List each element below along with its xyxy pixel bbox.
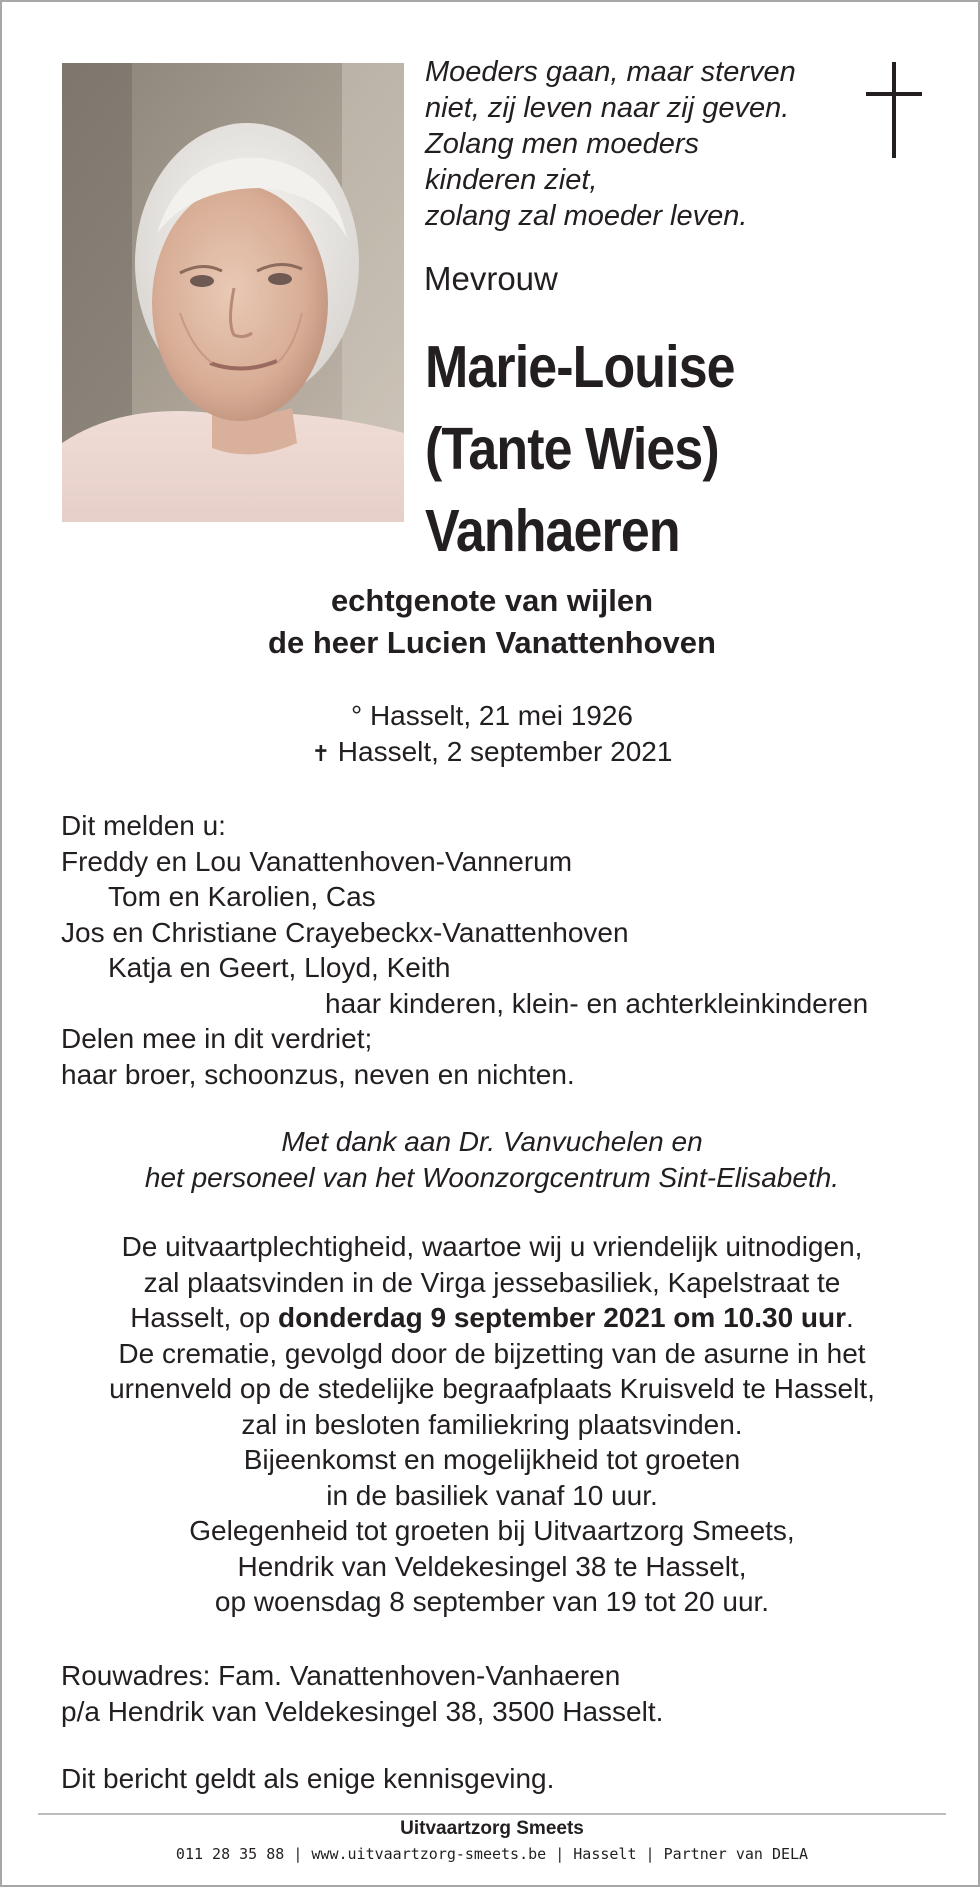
family-others: haar broer, schoonzus, neven en nichten.: [61, 1058, 575, 1090]
funeral-line: op woensdag 8 september van 19 tot 20 uur.: [214, 1586, 770, 1617]
funeral-line: De uitvaartplechtigheid, waartoe wij u vriendelijk uitnodigen,: [121, 1231, 863, 1262]
small-cross-icon: ✝: [311, 741, 330, 766]
name-line: Vanhaeren: [425, 498, 680, 564]
funeral-line: Bijeenkomst en mogelijkheid tot groeten: [243, 1444, 741, 1475]
funeral-line: De crematie, gevolgd door de bijzetting van de asurne in het: [118, 1337, 866, 1369]
funeral-line: zal in besloten familiekring plaatsvinden.: [241, 1408, 743, 1440]
spouse-info: [2, 580, 980, 664]
life-dates: [2, 698, 980, 772]
spouse-line: echtgenote van wijlen: [330, 583, 654, 618]
notice-text: Dit bericht geldt als enige kennisgeving.: [61, 1763, 555, 1794]
spouse-line: de heer Lucien Vanattenhoven: [268, 625, 716, 660]
address-line: Rouwadres: Fam. Vanattenhoven-Vanhaeren: [61, 1660, 621, 1691]
footer-title: Uitvaartzorg Smeets: [400, 1818, 584, 1839]
footer-info: 011 28 35 88 | www.uitvaartzorg-smeets.be | Hasselt | Partner van DELA: [175, 1845, 809, 1863]
deceased-name: [425, 326, 735, 572]
cross-icon: [866, 62, 924, 162]
family-member: Jos en Christiane Crayebeckx-Vanattenhoven: [61, 916, 629, 948]
funeral-line-post: .: [846, 1302, 854, 1333]
family-relation: haar kinderen, klein- en achterkleinkinderen: [325, 987, 869, 1019]
funeral-line: Gelegenheid tot groeten bij Uitvaartzorg Smeets,: [189, 1515, 795, 1546]
thanks-line: het personeel van het Woonzorgcentrum Sint-Elisabeth.: [144, 1161, 840, 1193]
address-line: p/a Hendrik van Veldekesingel 38, 3500 Hasselt.: [61, 1695, 664, 1727]
footer-divider: [38, 1813, 946, 1815]
funeral-line: urnenveld op de stedelijke begraafplaats Kruisveld te Hasselt,: [109, 1373, 875, 1404]
funeral-line-pre: Hasselt, op: [130, 1302, 279, 1333]
thanks-note: [2, 1124, 980, 1195]
funeral-line: in de basiliek vanaf 10 uur.: [326, 1479, 658, 1511]
funeral-details: [2, 1229, 980, 1620]
birth-date: ° Hasselt, 21 mei 1926: [350, 700, 633, 731]
family-member: Tom en Karolien, Cas: [108, 881, 376, 912]
family-announcement: [61, 808, 941, 1092]
share-intro: Delen mee in dit verdriet;: [61, 1023, 373, 1054]
thanks-line: Met dank aan Dr. Vanvuchelen en: [281, 1126, 703, 1157]
poem-line: kinderen ziet,: [425, 164, 598, 196]
portrait-photo: [62, 63, 404, 522]
poem-line: zolang zal moeder leven.: [425, 200, 748, 232]
poem-line: niet, zij leven naar zij geven.: [425, 92, 790, 124]
funeral-line: Hendrik van Veldekesingel 38 te Hasselt,: [237, 1550, 747, 1582]
mourning-address: [61, 1658, 663, 1729]
name-line: (Tante Wies): [425, 416, 719, 482]
family-intro: Dit melden u:: [61, 810, 226, 841]
poem-line: Moeders gaan, maar sterven: [425, 56, 796, 88]
death-date-line: [2, 734, 980, 772]
poem-line: Zolang men moeders: [425, 128, 700, 160]
family-member: Freddy en Lou Vanattenhoven-Vannerum: [61, 845, 573, 877]
funeral-line: zal plaatsvinden in de Virga jessebasiliek, Kapelstraat te: [143, 1266, 841, 1298]
name-line: Marie-Louise: [425, 334, 735, 400]
funeral-date-line: [2, 1300, 980, 1336]
death-date: Hasselt, 2 september 2021: [337, 736, 673, 767]
poem: [425, 54, 796, 234]
funeral-datetime: donderdag 9 september 2021 om 10.30 uur: [278, 1302, 847, 1333]
title-label: Mevrouw: [424, 260, 558, 297]
family-member: Katja en Geert, Lloyd, Keith: [108, 952, 451, 983]
